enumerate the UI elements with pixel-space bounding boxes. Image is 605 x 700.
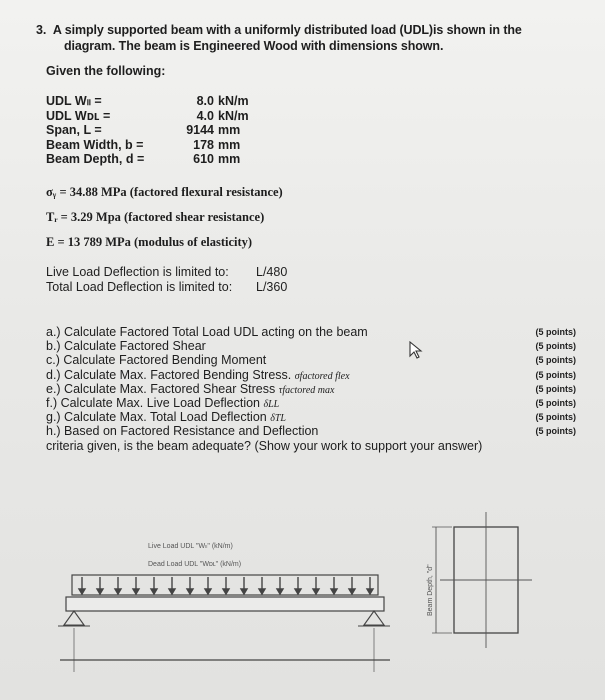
- task-symbol: δTL: [270, 413, 286, 425]
- given-heading: Given the following:: [46, 64, 166, 78]
- task-points: (5 points): [535, 397, 576, 408]
- given-label: UDL Wᴅʟ =: [46, 108, 111, 123]
- task-text: b.) Calculate Factored Shear: [46, 339, 206, 354]
- beam-depth-label: Beam Depth, "d": [427, 564, 434, 616]
- task-text: d.) Calculate Max. Factored Bending Stress.: [46, 367, 295, 382]
- dead-load-label: Dead Load UDL "Wᴅʟ" (kN/m): [148, 561, 242, 568]
- given-value: 4.0: [196, 108, 214, 123]
- given-label: Beam Width, b =: [46, 137, 144, 152]
- task-points: (5 points): [535, 341, 576, 352]
- task-text: criteria given, is the beam adequate? (Show your work to support your answer): [46, 438, 483, 453]
- udl-arrows: [79, 577, 373, 594]
- limit-value: L/480: [256, 265, 288, 279]
- right-roller-support: [364, 611, 384, 625]
- limit-label: Total Load Deflection is limited to:: [46, 279, 233, 294]
- task-text: a.) Calculate Factored Total Load UDL acting on the beam: [46, 325, 368, 339]
- task-text: c.) Calculate Factored Bending Moment: [46, 353, 267, 368]
- question-line-2: diagram. The beam is Engineered Wood with dimensions shown.: [64, 39, 444, 53]
- given-unit: mm: [218, 137, 241, 152]
- task-text: e.) Calculate Max. Factored Shear Stress: [46, 381, 279, 396]
- given-label: UDL Wₗₗ =: [46, 94, 102, 108]
- given-unit: mm: [218, 152, 241, 166]
- left-pin-support: [64, 611, 84, 625]
- task-symbol: δLL: [263, 398, 280, 410]
- given-unit: kN/m: [218, 94, 249, 108]
- shear-resistance: Tᵣ = 3.29 Mpa (factored shear resistance): [46, 210, 265, 224]
- given-unit: kN/m: [218, 108, 249, 123]
- given-value: 9144: [186, 123, 214, 137]
- task-symbol: σfactored flex: [294, 370, 350, 382]
- limit-label: Live Load Deflection is limited to:: [46, 265, 229, 279]
- task-text: h.) Based on Factored Resistance and Deflection: [46, 424, 319, 439]
- task-points: (5 points): [535, 355, 576, 366]
- given-value: 610: [193, 152, 214, 166]
- task-points: (5 points): [535, 383, 576, 394]
- limit-value: L/360: [256, 279, 288, 294]
- given-label: Span, L =: [46, 123, 102, 137]
- task-symbol: τfactored max: [278, 384, 335, 396]
- task-points: (5 points): [535, 369, 576, 380]
- question-number: 3.: [36, 23, 47, 37]
- given-label: Beam Depth, d =: [46, 152, 145, 166]
- question-line-1: A simply supported beam with a uniformly distributed load (UDL)is shown in the: [52, 23, 522, 37]
- flexural-resistance: σᵧ = 34.88 MPa (factored flexural resistance): [46, 185, 283, 199]
- given-value: 178: [193, 137, 214, 152]
- task-text: f.) Calculate Max. Live Load Deflection: [46, 395, 264, 410]
- task-text: g.) Calculate Max. Total Load Deflection: [46, 410, 271, 425]
- given-unit: mm: [218, 123, 241, 137]
- task-points: (5 points): [535, 327, 576, 337]
- live-load-label: Live Load UDL "Wₗₗ" (kN/m): [148, 543, 233, 550]
- beam-elevation: [66, 597, 384, 611]
- task-points: (5 points): [535, 426, 576, 437]
- task-points: (5 points): [535, 412, 576, 423]
- modulus-of-elasticity: E = 13 789 MPa (modulus of elasticity): [46, 235, 253, 249]
- given-value: 8.0: [196, 94, 214, 108]
